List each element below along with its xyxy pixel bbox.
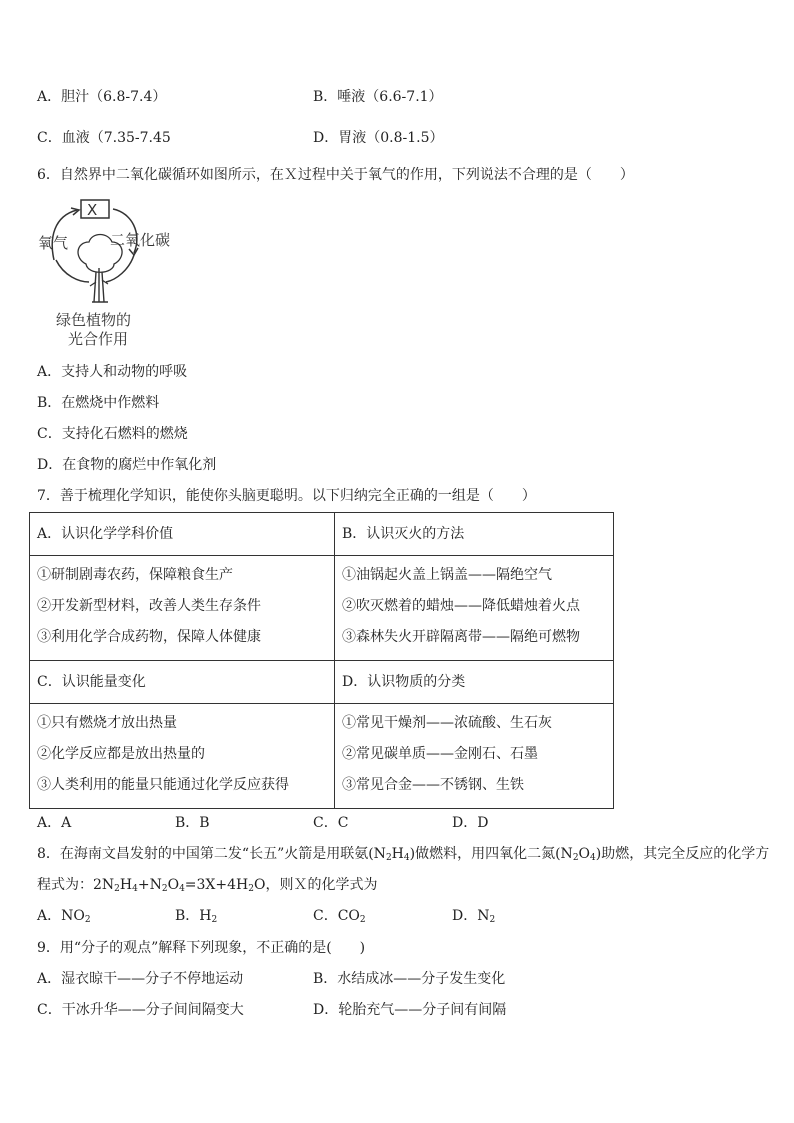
- q9-option-d: D．轮胎充气——分子间有间隔: [313, 1002, 507, 1018]
- q6-option-a: A．支持人和动物的呼吸: [37, 364, 188, 380]
- q7-stem: 7．善于梳理化学知识，能使你头脑更聪明。以下归纳完全正确的一组是（ ）: [37, 488, 536, 504]
- q7-a-item: ③利用化学合成药物，保障人体健康: [37, 629, 261, 645]
- q7-c-item: ③人类利用的能量只能通过化学反应获得: [37, 777, 289, 793]
- co2-label: 二氧化碳: [110, 231, 171, 249]
- q6-option-d: D．在食物的腐烂中作氧化剂: [37, 457, 217, 473]
- q7-cell-b-header: B．认识灭火的方法: [335, 513, 614, 556]
- q7-d-item: ①常见干燥剂——浓硫酸、生石灰: [342, 715, 552, 731]
- q8-option-b: B．$H_2$: [175, 908, 218, 925]
- q7-option-c: C．C: [313, 815, 349, 831]
- q6-stem: 6．自然界中二氧化碳循环如图所示，在Ｘ过程中关于氧气的作用，下列说法不合理的是（ ）: [37, 167, 634, 183]
- q7-option-d: D．D: [452, 815, 489, 831]
- q7-b-item: ③森林失火开辟隔离带——隔绝可燃物: [342, 629, 580, 645]
- co2-cycle-figure: [34, 198, 171, 348]
- caption-line1: 绿色植物的: [56, 311, 132, 329]
- q7-table: [29, 512, 614, 809]
- q9-option-a: A．湿衣晾干——分子不停地运动: [37, 971, 244, 987]
- q7-c-item: ①只有燃烧才放出热量: [37, 715, 177, 731]
- q5-option-d: D．胃液（0.8-1.5）: [313, 130, 444, 146]
- q6-option-b: B．在燃烧中作燃料: [37, 395, 160, 411]
- q7-cell-c-body: [30, 704, 335, 809]
- arrow-head-right-icon: [129, 248, 138, 255]
- caption-line2: 光合作用: [68, 330, 129, 348]
- q7-cell-b-body: [335, 556, 614, 661]
- q5-option-b: B．唾液（6.6-7.1）: [313, 89, 443, 105]
- q5-option-a: A．胆汁（6.8-7.4）: [37, 89, 167, 105]
- q8-stem-line2: 程式为：$2N_2H_4+N_2O_4=3X+4H_2O$，则Ｘ的化学式为: [37, 877, 378, 894]
- q6-option-c: C．支持化石燃料的燃烧: [37, 426, 188, 442]
- q7-b-item: ①油锅起火盖上锅盖——隔绝空气: [342, 567, 552, 583]
- q7-a-item: ②开发新型材料，改善人类生存条件: [37, 598, 261, 614]
- q9-option-b: B．水结成冰——分子发生变化: [313, 971, 506, 987]
- q7-option-b: B．B: [175, 815, 210, 831]
- q7-cell-c-header: C．认识能量变化: [30, 661, 335, 704]
- q7-b-item: ②吹灭燃着的蜡烛——降低蜡烛着火点: [342, 598, 580, 614]
- q7-d-item: ③常见合金——不锈钢、生铁: [342, 777, 524, 793]
- q7-cell-d-body: [335, 704, 614, 809]
- q7-option-a: A．A: [37, 815, 72, 831]
- q7-a-item: ①研制剧毒农药，保障粮食生产: [37, 567, 233, 583]
- q9-option-c: C．干冰升华——分子间间隔变大: [37, 1002, 244, 1018]
- q8-option-d: D．$N_2$: [452, 908, 496, 925]
- x-box-label: X: [87, 201, 98, 219]
- q7-cell-a-body: [30, 556, 335, 661]
- q7-c-item: ②化学反应都是放出热量的: [37, 746, 205, 762]
- q8-stem-line1: 8．在海南文昌发射的中国第二发“长五”火箭是用联氨$(N_2H_4)$做燃料，用四氧化二氮$(N_2O_4)$助燃，其完全反应的化学方: [37, 846, 770, 863]
- q9-stem: 9．用“分子的观点”解释下列现象，不正确的是( ): [37, 940, 366, 956]
- q8-option-c: C．$CO_2$: [313, 908, 366, 925]
- q7-cell-d-header: D．认识物质的分类: [335, 661, 614, 704]
- oxygen-label: 氧气: [38, 234, 69, 252]
- q5-option-c: C．血液（7.35-7.45: [37, 130, 171, 146]
- q7-cell-a-header: A．认识化学学科价值: [30, 513, 335, 556]
- q8-option-a: A．$NO_2$: [37, 908, 91, 925]
- q7-d-item: ②常见碳单质——金刚石、石墨: [342, 746, 538, 762]
